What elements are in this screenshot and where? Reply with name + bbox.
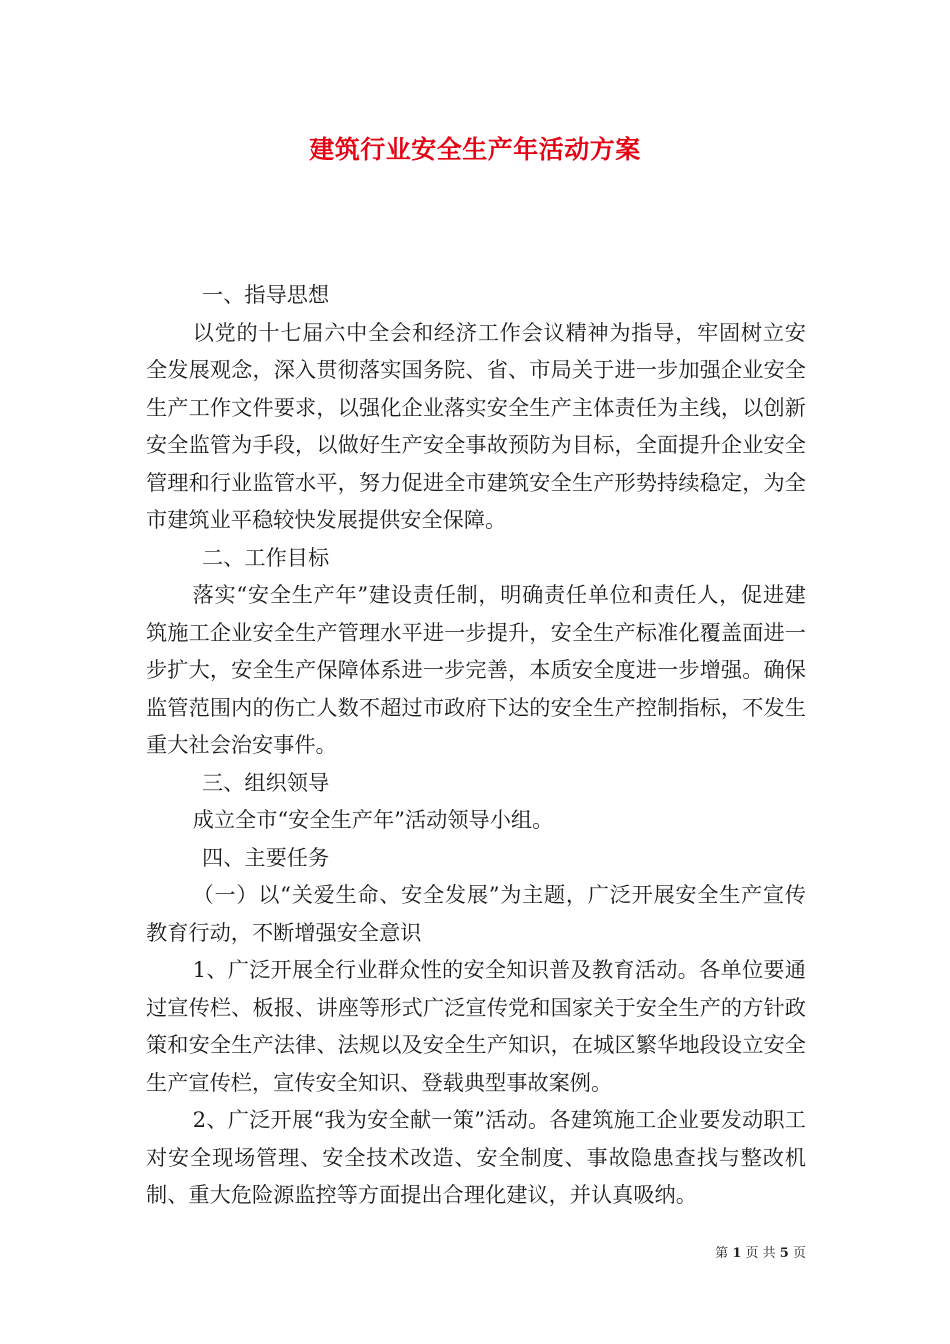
footer-total-pages: 5 [779,1246,789,1261]
footer-current-page: 1 [732,1246,742,1261]
paragraph-task-1-item-1: 1、广泛开展全行业群众性的安全知识普及教育活动。各单位要通过宣传栏、板报、讲座等形式广泛宣传党和国家关于安全生产的方针政策和安全生产法律、法规以及安全生产知识，在城区繁华地段设立安全生产宣传栏，宣传安全知识、登载典型事故案例。 [146,957,806,1095]
paragraph-task-1-item-2: 2、广泛开展“我为安全献一策”活动。各建筑施工企业要发动职工对安全现场管理、安全技术改造、安全制度、事故隐患查找与整改机制、重大危险源监控等方面提出合理化建议，并认真吸纳。 [146,1107,806,1207]
document-title: 建筑行业安全生产年活动方案 [309,135,641,164]
footer-prefix: 第 [715,1246,729,1261]
paragraph-task-1: （一）以“关爱生命、安全发展”为主题，广泛开展安全生产宣传教育行动，不断增强安全意识 [146,882,806,945]
footer-suffix: 页 [792,1246,806,1261]
document-body [146,276,806,1214]
footer-middle: 页 共 [745,1246,776,1261]
paragraph-leadership: 成立全市“安全生产年”活动领导小组。 [192,807,554,832]
section-heading-main-tasks: 四、主要任务 [202,844,330,870]
section-heading-work-goals: 二、工作目标 [202,544,330,570]
page-number-footer [715,1245,806,1263]
paragraph-work-goals: 落实“安全生产年”建设责任制，明确责任单位和责任人，促进建筑施工企业安全生产管理水平进一步提升，安全生产标准化覆盖面进一步扩大，安全生产保障体系进一步完善，本质安全度进一步增强。确保监管范围内的伤亡人数不超过市政府下达的安全生产控制指标，不发生重大社会治安事件。 [146,582,806,757]
section-heading-leadership: 三、组织领导 [202,769,330,795]
section-heading-guiding-ideology: 一、指导思想 [202,282,330,307]
paragraph-guiding-ideology: 以党的十七届六中全会和经济工作会议精神为指导，牢固树立安全发展观念，深入贯彻落实国务院、省、市局关于进一步加强企业安全生产工作文件要求，以强化企业落实安全生产主体责任为主线，以创新安全监管为手段，以做好生产安全事故预防为目标，全面提升企业安全管理和行业监管水平，努力促进全市建筑安全生产形势持续稳定，为全市建筑业平稳较快发展提供安全保障。 [146,319,806,532]
